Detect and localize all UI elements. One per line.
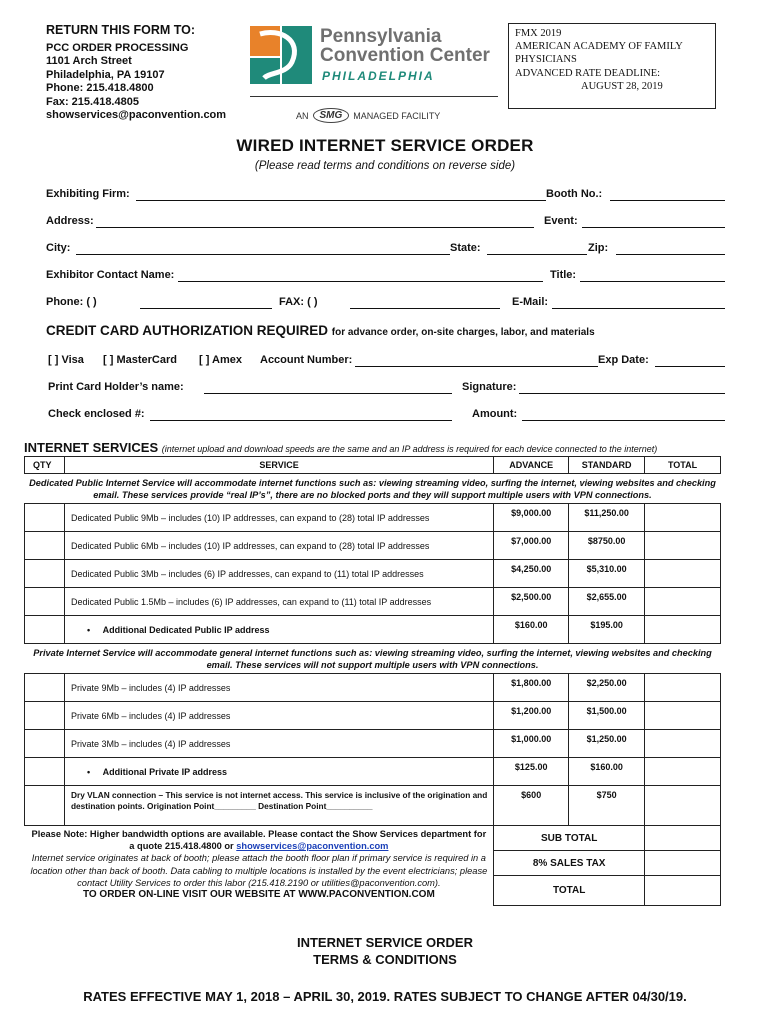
card-holder-field[interactable] <box>204 393 452 394</box>
qty-cell[interactable] <box>25 758 65 786</box>
address-label: Address: <box>46 215 94 227</box>
service-cell: Private 6Mb – includes (4) IP addresses <box>64 702 493 730</box>
return-line: PCC ORDER PROCESSING <box>46 41 189 54</box>
fax-label: FAX: ( ) <box>279 296 318 308</box>
advance-price: $1,200.00 <box>494 702 569 730</box>
service-text: Additional Private IP address <box>102 766 227 777</box>
managed-facility <box>296 108 440 123</box>
service-cell: • Additional Private IP address <box>64 758 493 786</box>
advance-price: $2,500.00 <box>494 588 569 616</box>
return-line: 1101 Arch Street <box>46 55 132 67</box>
exhibiting-firm-label: Exhibiting Firm: <box>46 188 130 200</box>
standard-header: STANDARD <box>569 457 645 474</box>
service-cell: Dedicated Public 1.5Mb – includes (6) IP addresses, can expand to (11) total IP addresses <box>64 588 493 616</box>
qty-cell[interactable] <box>25 588 65 616</box>
exhibiting-firm-field[interactable] <box>136 200 546 201</box>
title-label: Title: <box>550 269 577 281</box>
credit-heading-suffix: for advance order, on-site charges, labor, and materials <box>331 327 595 338</box>
phone-label: Phone: ( ) <box>46 296 97 308</box>
qty-cell[interactable] <box>25 532 65 560</box>
table-row <box>25 786 721 826</box>
exp-date-field[interactable] <box>655 366 725 367</box>
account-number-label: Account Number: <box>260 354 353 366</box>
account-number-field[interactable] <box>355 366 598 367</box>
table-row <box>25 560 721 588</box>
services-heading-note: (internet upload and download speeds are the same and an IP address is required for each device connected to the internet) <box>161 444 658 454</box>
email-field[interactable] <box>552 308 725 309</box>
total-cell[interactable] <box>645 616 721 644</box>
order-online-note: TO ORDER ON-LINE VISIT OUR WEBSITE AT WWW.PACONVENTION.COM <box>82 889 435 901</box>
phone-field[interactable] <box>140 308 272 309</box>
card-holder-label: Print Card Holder’s name: <box>48 381 184 393</box>
standard-price: $2,655.00 <box>569 588 645 616</box>
credit-heading-text: CREDIT CARD AUTHORIZATION REQUIRED <box>46 323 328 338</box>
standard-price: $160.00 <box>569 758 645 786</box>
total-value[interactable] <box>645 876 721 906</box>
logo-line3: PHILADELPHIA <box>322 69 435 83</box>
amount-label: Amount: <box>472 408 518 420</box>
title-field[interactable] <box>580 281 725 282</box>
show-services-email-link[interactable]: showservices@paconvention.com <box>236 841 389 852</box>
standard-price: $195.00 <box>569 616 645 644</box>
services-heading-text: INTERNET SERVICES <box>24 440 159 455</box>
qty-cell[interactable] <box>25 504 65 532</box>
service-cell: Private 3Mb – includes (4) IP addresses <box>64 730 493 758</box>
service-cell: Private 9Mb – includes (4) IP addresses <box>64 674 493 702</box>
table-row <box>25 616 721 644</box>
bottom-notes <box>25 826 494 906</box>
advance-price: $1,000.00 <box>494 730 569 758</box>
advance-price: $160.00 <box>494 616 569 644</box>
qty-cell[interactable] <box>25 616 65 644</box>
bandwidth-note-text: Please Note: Higher bandwidth options are available. Please contact the Show Services department for a quote 215.418.4800 or <box>31 829 487 852</box>
subtotal-value[interactable] <box>645 826 721 851</box>
advance-price: $1,800.00 <box>494 674 569 702</box>
exp-date-label: Exp Date: <box>598 354 649 366</box>
return-email: showservices@paconvention.com <box>46 109 227 121</box>
contact-name-label: Exhibitor Contact Name: <box>46 269 175 281</box>
service-cell: • Additional Dedicated Public IP address <box>64 616 493 644</box>
advance-price: $600 <box>494 786 569 826</box>
sales-tax-value[interactable] <box>645 851 721 876</box>
table-row <box>25 758 721 786</box>
advance-price: $125.00 <box>494 758 569 786</box>
signature-field[interactable] <box>519 393 725 394</box>
email-label: E-Mail: <box>512 296 549 308</box>
booth-no-label: Booth No.: <box>546 188 603 200</box>
vlan-service-cell: Dry VLAN connection – This service is not internet access. This service is inclusive of the origination and destination points. Origination Point_________ Destination Point__________ <box>64 786 493 826</box>
standard-price: $8750.00 <box>569 532 645 560</box>
terms-line-1: INTERNET SERVICE ORDER <box>296 935 473 950</box>
page-subtitle: (Please read terms and conditions on reverse side) <box>254 160 516 172</box>
subtotal-label: SUB TOTAL <box>494 826 645 851</box>
amount-field[interactable] <box>522 420 725 421</box>
standard-price: $1,500.00 <box>569 702 645 730</box>
table-row <box>25 504 721 532</box>
visa-checkbox[interactable]: [ ] Visa <box>48 354 84 366</box>
event-line: FMX 2019 <box>515 28 562 39</box>
event-line: ADVANCED RATE DEADLINE: <box>515 67 661 79</box>
return-line: Phone: 215.418.4800 <box>46 82 154 94</box>
standard-price: $5,310.00 <box>569 560 645 588</box>
total-label: TOTAL <box>494 876 645 906</box>
event-line: PHYSICIANS <box>515 54 577 66</box>
return-line: Philadelphia, PA 19107 <box>46 68 165 81</box>
sales-tax-label: 8% SALES TAX <box>494 851 645 876</box>
signature-label: Signature: <box>462 381 517 393</box>
event-line: AMERICAN ACADEMY OF FAMILY <box>515 41 683 53</box>
table-row <box>25 730 721 758</box>
address-field[interactable] <box>96 227 534 228</box>
return-line: Fax: 215.418.4805 <box>46 95 139 108</box>
total-cell[interactable] <box>645 504 721 532</box>
table-header-row <box>25 457 721 474</box>
qty-cell[interactable] <box>25 674 65 702</box>
total-cell[interactable] <box>645 730 721 758</box>
managed-suffix: MANAGED FACILITY <box>353 110 441 121</box>
service-cell: Dedicated Public 6Mb – includes (10) IP addresses, can expand to (28) total IP addresses <box>64 532 493 560</box>
services-table <box>24 456 721 906</box>
event-info-box <box>508 23 716 109</box>
total-cell[interactable] <box>645 702 721 730</box>
service-text: Additional Dedicated Public IP address <box>102 624 270 635</box>
city-field[interactable] <box>76 254 450 255</box>
standard-price: $1,250.00 <box>569 730 645 758</box>
fax-field[interactable] <box>350 308 500 309</box>
qty-cell[interactable] <box>25 786 65 826</box>
event-field[interactable] <box>582 227 725 228</box>
subtotal-row <box>25 826 721 851</box>
amex-checkbox[interactable]: [ ] Amex <box>199 354 242 366</box>
contact-name-field[interactable] <box>178 281 543 282</box>
total-cell[interactable] <box>645 674 721 702</box>
total-cell[interactable] <box>645 532 721 560</box>
page-title: WIRED INTERNET SERVICE ORDER <box>236 136 534 155</box>
advance-price: $9,000.00 <box>494 504 569 532</box>
total-cell[interactable] <box>645 758 721 786</box>
total-cell[interactable] <box>645 560 721 588</box>
state-field[interactable] <box>487 254 587 255</box>
credit-card-heading <box>46 323 595 338</box>
qty-cell[interactable] <box>25 560 65 588</box>
advance-header: ADVANCE <box>494 457 569 474</box>
public-note-row <box>25 474 721 504</box>
convention-center-logo <box>250 22 502 86</box>
terms-heading <box>0 934 770 968</box>
rates-notice: RATES EFFECTIVE MAY 1, 2018 – APRIL 30, 2019. RATES SUBJECT TO CHANGE AFTER 04/30/19. <box>83 989 687 1004</box>
total-cell[interactable] <box>645 786 721 826</box>
smg-logo: SMG <box>313 108 350 123</box>
table-row <box>25 532 721 560</box>
return-address-block <box>46 24 226 123</box>
return-heading: RETURN THIS FORM TO: <box>46 23 196 37</box>
qty-cell[interactable] <box>25 730 65 758</box>
table-row <box>25 674 721 702</box>
city-label: City: <box>46 242 71 254</box>
table-row <box>25 702 721 730</box>
private-note-row <box>25 644 721 674</box>
standard-price: $2,250.00 <box>569 674 645 702</box>
zip-label: Zip: <box>588 242 609 254</box>
managed-prefix: AN <box>296 110 309 121</box>
terms-line-2: TERMS & CONDITIONS <box>313 952 457 967</box>
logo-line1: Pennsylvania <box>320 26 442 47</box>
event-deadline: AUGUST 28, 2019 <box>581 80 663 92</box>
check-enclosed-label: Check enclosed #: <box>48 408 145 420</box>
booth-no-field[interactable] <box>610 200 725 201</box>
advance-price: $4,250.00 <box>494 560 569 588</box>
event-label: Event: <box>544 215 578 227</box>
public-service-note: Dedicated Public Internet Service will accommodate internet functions such as: viewing streaming video, surfing the internet, viewing websites and checking email. These services provide “real IP’s”, there are no blocked ports and they will support multiple users with VPN connections. <box>25 474 721 504</box>
total-cell[interactable] <box>645 588 721 616</box>
internet-services-heading <box>24 440 657 455</box>
standard-price: $750 <box>569 786 645 826</box>
service-cell: Dedicated Public 9Mb – includes (10) IP addresses, can expand to (28) total IP addresses <box>64 504 493 532</box>
total-header: TOTAL <box>645 457 721 474</box>
check-enclosed-field[interactable] <box>150 420 452 421</box>
qty-cell[interactable] <box>25 702 65 730</box>
standard-price: $11,250.00 <box>569 504 645 532</box>
bandwidth-note <box>29 828 490 852</box>
advance-price: $7,000.00 <box>494 532 569 560</box>
service-cell: Dedicated Public 3Mb – includes (6) IP addresses, can expand to (11) total IP addresses <box>64 560 493 588</box>
service-header: SERVICE <box>64 457 493 474</box>
service-origin-note: Internet service originates at back of booth; please attach the booth floor plan if primary service is required in a location other than back of booth. Data cabling to multiple locations is installed by the event electricians; please contact Utility Services to order this labor (215.418.2190 or utilities@paconvention.com). <box>30 853 488 888</box>
table-row <box>25 588 721 616</box>
logo-divider <box>250 96 498 97</box>
qty-header: QTY <box>25 457 65 474</box>
zip-field[interactable] <box>616 254 725 255</box>
state-label: State: <box>450 242 481 254</box>
private-service-note: Private Internet Service will accommodate general internet functions such as: viewing streaming video, surfing the internet, viewing websites and checking email. These services will not support multiple users with VPN connections. <box>25 644 721 674</box>
logo-line2: Convention Center <box>320 45 490 66</box>
mastercard-checkbox[interactable]: [ ] MasterCard <box>103 354 177 366</box>
